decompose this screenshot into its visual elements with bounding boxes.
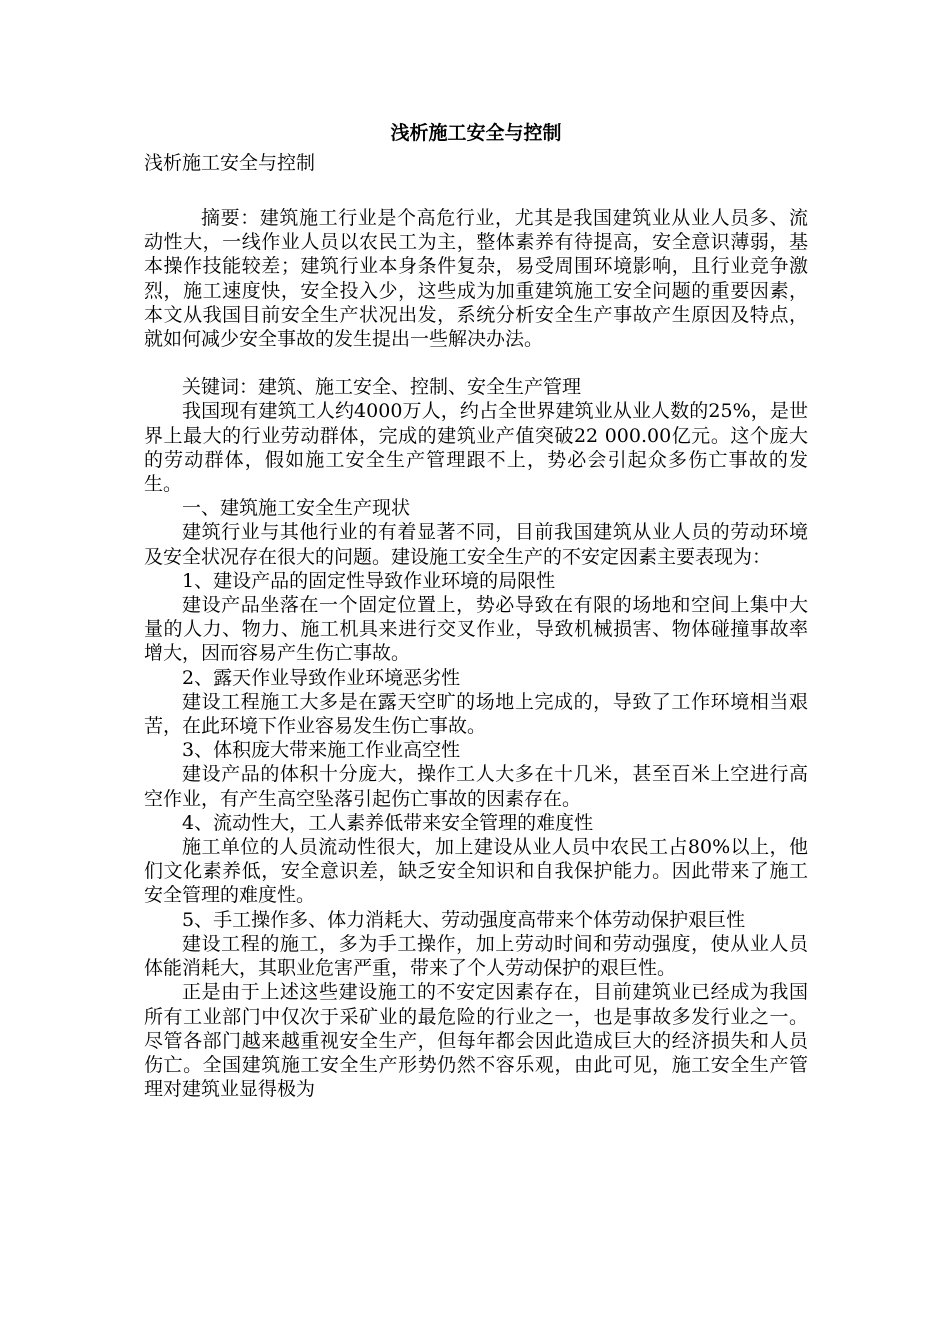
abstract-paragraph: 摘要：建筑施工行业是个高危行业，尤其是我国建筑业从业人员多、流动性大，一线作业人员以农民工为主，整体素养有待提高，安全意识薄弱，基本操作技能较差；建筑行业本身条件复杂，易受周围环境影响，且行业竞争激烈，施工速度快，安全投入少，这些成为加重建筑施工安全问题的重要因素，本文从我国目前安全生产状况出发，系统分析安全生产事故产生原因及特点，就如何减少安全事故的发生提出一些解决办法。	[144, 207, 808, 351]
spacer	[144, 351, 808, 375]
document-title: 浅析施工安全与控制	[390, 122, 562, 144]
body-paragraph: 施工单位的人员流动性很大，加上建设从业人员中农民工占80%以上，他们文化素养低，安全意识差，缺乏安全知识和自我保护能力。因此带来了施工安全管理的难度性。	[144, 836, 808, 907]
body-paragraph: 正是由于上述这些建设施工的不安定因素存在，目前建筑业已经成为我国所有工业部门中仅次于采矿业的最危险的行业之一，也是事故多发行业之一。尽管各部门越来越重视安全生产，但每年都会因此造成巨大的经济损失和人员伤亡。全国建筑施工安全生产形势仍然不容乐观，由此可见，施工安全生产管理对建筑业显得极为	[144, 981, 808, 1101]
document-page	[144, 118, 808, 1101]
spacer	[144, 178, 808, 206]
subsection-heading: 5、手工操作多、体力消耗大、劳动强度高带来个体劳动保护艰巨性	[182, 908, 746, 931]
body-paragraph: 建设产品坐落在一个固定位置上，势必导致在有限的场地和空间上集中大量的人力、物力、施工机具来进行交叉作业，导致机械损害、物体碰撞事故率增大，因而容易产生伤亡事故。	[144, 594, 808, 665]
subsection-heading: 3、体积庞大带来施工作业高空性	[182, 739, 461, 762]
keywords-line: 关键词：建筑、施工安全、控制、安全生产管理	[182, 376, 582, 399]
subsection-heading: 1、建设产品的固定性导致作业环境的局限性	[182, 569, 556, 592]
body-paragraph: 我国现有建筑工人约4000万人，约占全世界建筑业从业人数的25%，是世界上最大的行业劳动群体，完成的建筑业产值突破22 000.00亿元。这个庞大的劳动群体，假如施工安全生产管理跟不上，势必会引起众多伤亡事故的发生。	[144, 400, 808, 496]
body-paragraph: 建设产品的体积十分庞大，操作工人大多在十几米，甚至百米上空进行高空作业，有产生高空坠落引起伤亡事故的因素存在。	[144, 763, 808, 810]
subsection-heading: 4、流动性大，工人素养低带来安全管理的难度性	[182, 811, 594, 834]
body-paragraph: 建设工程的施工，多为手工操作，加上劳动时间和劳动强度，使从业人员体能消耗大，其职业危害严重，带来了个人劳动保护的艰巨性。	[144, 932, 808, 980]
body-paragraph: 建筑行业与其他行业的有着显著不同，目前我国建筑从业人员的劳动环境及安全状况存在很大的问题。建设施工安全生产的不安定因素主要表现为：	[144, 521, 808, 568]
section-heading: 一、建筑施工安全生产现状	[182, 497, 411, 520]
body-paragraph: 建设工程施工大多是在露天空旷的场地上完成的，导致了工作环境相当艰苦，在此环境下作业容易发生伤亡事故。	[144, 690, 808, 738]
subsection-heading: 2、露天作业导致作业环境恶劣性	[182, 666, 461, 689]
document-subtitle: 浅析施工安全与控制	[144, 152, 316, 174]
